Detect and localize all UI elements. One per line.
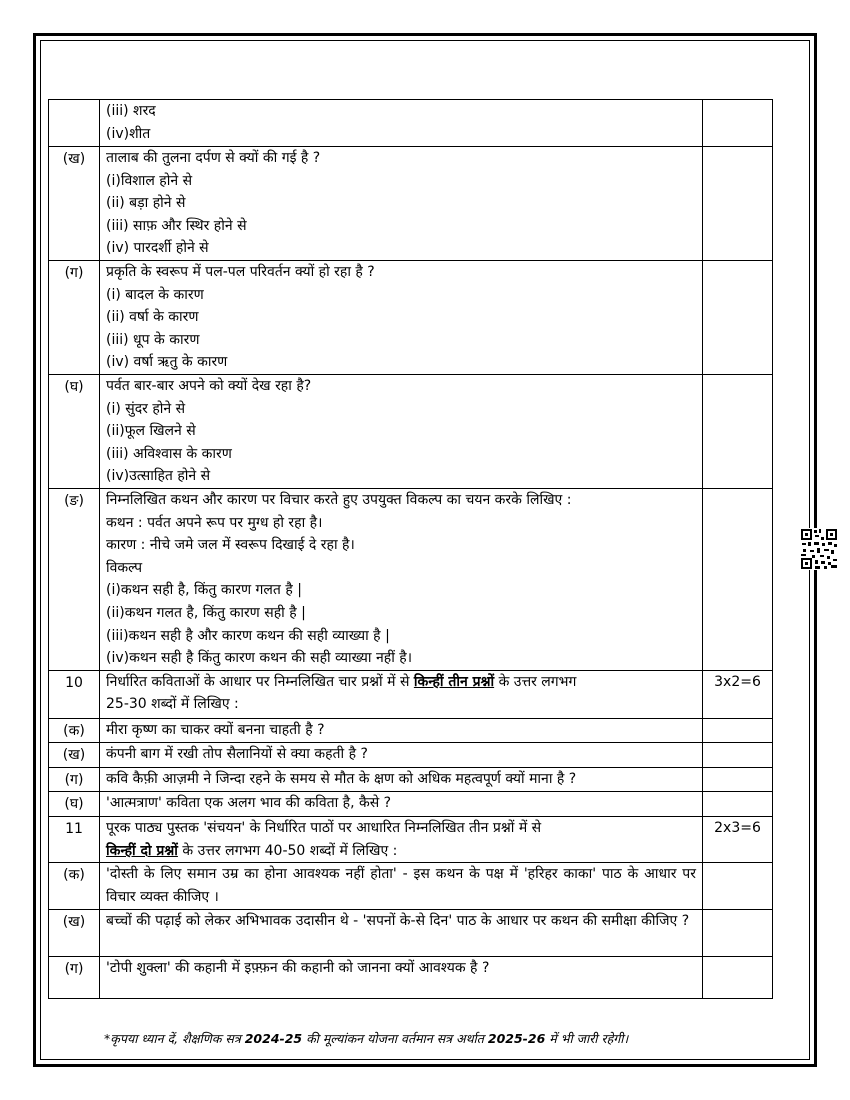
footer-text: *कृपया ध्यान दें, शैक्षणिक सत्र xyxy=(104,1031,245,1046)
text-part: निर्धारित कविताओं के आधार पर निम्नलिखित चार प्रश्नों में से xyxy=(106,673,414,690)
marks-cell: 2x3=6 xyxy=(703,817,773,863)
table-row xyxy=(49,910,773,957)
question-number: (ग) xyxy=(49,957,100,999)
footer-year: 2025-26 xyxy=(487,1031,546,1046)
question-body xyxy=(100,147,703,261)
table-row xyxy=(49,147,773,261)
table-row xyxy=(49,374,773,488)
emphasis-text: किन्हीं तीन प्रश्नों xyxy=(413,673,495,690)
marks-cell xyxy=(703,718,773,743)
question-text: तालाब की तुलना दर्पण से क्यों की गई है ? xyxy=(106,150,321,166)
marks-cell xyxy=(703,863,773,910)
option-line: (iii) धूप के कारण xyxy=(106,331,200,348)
question-body xyxy=(100,792,703,817)
qr-code-icon xyxy=(800,528,838,570)
question-text: 'दोस्ती के लिए समान उम्र का होना आवश्यक नहीं होता' - इस कथन के पक्ष में 'हरिहर काका' पाठ के आधार पर विचार व्यक्त कीजिए । xyxy=(106,866,696,905)
table-row xyxy=(49,100,773,147)
option-line: (iii)कथन सही है और कारण कथन की सही व्याख्या है | xyxy=(106,627,390,644)
table-row xyxy=(49,863,773,910)
question-number: (ङ) xyxy=(49,488,100,670)
question-text xyxy=(106,671,696,694)
table-row xyxy=(49,718,773,743)
table-row xyxy=(49,670,773,718)
question-number: (ग) xyxy=(49,260,100,374)
option-line: (iii) अविश्वास के कारण xyxy=(106,445,232,462)
question-body xyxy=(100,100,703,147)
marks-cell xyxy=(703,957,773,999)
option-line: (iv)कथन सही है किंतु कारण कथन की सही व्याख्या नहीं है। xyxy=(106,650,413,667)
question-number: (क) xyxy=(49,718,100,743)
marks-cell xyxy=(703,767,773,792)
question-text-line2 xyxy=(106,840,696,863)
question-text: कंपनी बाग में रखी तोप सैलानियों से क्या कहती है ? xyxy=(106,746,368,763)
question-number: (ख) xyxy=(49,743,100,768)
question-body xyxy=(100,718,703,743)
marks-cell xyxy=(703,260,773,374)
option-line: (ii) वर्षा के कारण xyxy=(106,309,199,326)
question-text: 'टोपी शुक्ला' की कहानी में इफ़्फ़न की कहानी को जानना क्यों आवश्यक है ? xyxy=(106,960,490,977)
question-number: 10 xyxy=(49,670,100,718)
option-line: (i) बादल के कारण xyxy=(106,286,204,303)
question-text: बच्चों की पढ़ाई को लेकर अभिभावक उदासीन थे - 'सपनों के-से दिन' पाठ के आधार पर कथन की समीक्षा कीजिए ? xyxy=(106,913,690,930)
question-body xyxy=(100,743,703,768)
question-text: निम्नलिखित कथन और कारण पर विचार करते हुए उपयुक्त विकल्प का चयन करके लिखिए : xyxy=(106,491,572,508)
question-number: (ख) xyxy=(49,910,100,957)
footer-text: में भी जारी रहेगी। xyxy=(545,1031,629,1046)
question-text: पर्वत बार-बार अपने को क्यों देख रहा है? xyxy=(106,377,312,394)
question-number xyxy=(49,100,100,147)
question-body xyxy=(100,910,703,957)
option-line: (i)कथन सही है, किंतु कारण गलत है | xyxy=(106,582,302,599)
question-body xyxy=(100,817,703,863)
question-body xyxy=(100,670,703,718)
statement-line: कथन : पर्वत अपने रूप पर मुग्ध हो रहा है। xyxy=(106,514,323,531)
question-number: (घ) xyxy=(49,374,100,488)
question-number: (ख) xyxy=(49,147,100,261)
options-heading: विकल्प xyxy=(106,559,143,576)
question-number: 11 xyxy=(49,817,100,863)
table-row xyxy=(49,767,773,792)
marks-cell xyxy=(703,147,773,261)
question-number: (क) xyxy=(49,863,100,910)
option-line: (ii) बड़ा होने से xyxy=(106,195,186,212)
marks-cell xyxy=(703,488,773,670)
question-text: मीरा कृष्ण का चाकर क्यों बनना चाहती है ? xyxy=(106,721,325,738)
option-line: (iii) साफ़ और स्थिर होने से xyxy=(106,217,247,234)
table-row xyxy=(49,957,773,999)
footer-year: 2024-25 xyxy=(244,1031,303,1046)
question-body xyxy=(100,488,703,670)
emphasis-text: किन्हीं दो प्रश्नों xyxy=(106,842,178,859)
question-body xyxy=(100,863,703,910)
option-line: (ii)कथन गलत है, किंतु कारण सही है | xyxy=(106,604,306,621)
table-row xyxy=(49,743,773,768)
question-number: (ग) xyxy=(49,767,100,792)
question-body xyxy=(100,374,703,488)
question-number: (घ) xyxy=(49,792,100,817)
option-line: (iv)शीत xyxy=(106,125,151,142)
question-text: पूरक पाठ्य पुस्तक 'संचयन' के निर्धारित पाठों पर आधारित निम्नलिखित तीन प्रश्नों में से xyxy=(106,820,542,837)
option-line: (iii) शरद xyxy=(106,103,156,119)
question-text-line2: 25-30 शब्दों में लिखिए : xyxy=(106,696,239,713)
marks-cell: 3x2=6 xyxy=(703,670,773,718)
question-table xyxy=(48,99,773,999)
question-text: 'आत्मत्राण' कविता एक अलग भाव की कविता है, कैसे ? xyxy=(106,795,392,812)
marks-cell xyxy=(703,374,773,488)
option-line: (i) सुंदर होने से xyxy=(106,400,186,417)
option-line: (iv) पारदर्शी होने से xyxy=(106,240,209,257)
option-line: (ii)फूल खिलने से xyxy=(106,423,196,440)
text-part: के उत्तर लगभग 40-50 शब्दों में लिखिए : xyxy=(177,842,398,859)
table-row xyxy=(49,488,773,670)
marks-cell xyxy=(703,910,773,957)
footer-note xyxy=(104,1030,744,1047)
option-line: (i)विशाल होने से xyxy=(106,172,193,189)
option-line: (iv)उत्साहित होने से xyxy=(106,468,211,485)
question-body xyxy=(100,767,703,792)
footer-text: की मूल्यांकन योजना वर्तमान सत्र अर्थात xyxy=(302,1031,488,1046)
table-row xyxy=(49,260,773,374)
marks-cell xyxy=(703,100,773,147)
table-row xyxy=(49,817,773,863)
question-body xyxy=(100,260,703,374)
question-body xyxy=(100,957,703,999)
table-row xyxy=(49,792,773,817)
reason-line: कारण : नीचे जमे जल में स्वरूप दिखाई दे रहा है। xyxy=(106,537,355,554)
question-text: कवि कैफ़ी आज़मी ने जिन्दा रहने के समय से मौत के क्षण को अधिक महत्वपूर्ण क्यों माना है ? xyxy=(106,770,577,787)
marks-cell xyxy=(703,743,773,768)
marks-cell xyxy=(703,792,773,817)
option-line: (iv) वर्षा ऋतु के कारण xyxy=(106,354,228,371)
text-part: के उत्तर लगभग xyxy=(494,673,577,690)
question-text: प्रकृति के स्वरूप में पल-पल परिवर्तन क्यों हो रहा है ? xyxy=(106,263,375,280)
